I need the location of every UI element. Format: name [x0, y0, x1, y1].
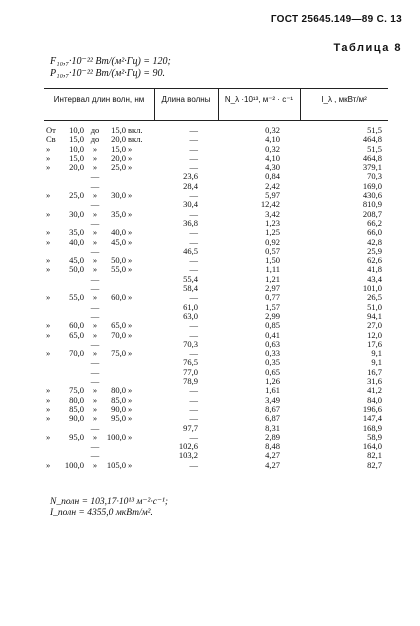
interval-connector: » [92, 329, 98, 340]
interval-connector: » [92, 152, 98, 163]
interval-to: 20,0 [111, 134, 126, 145]
interval-connector: — [90, 180, 100, 191]
interval-connector: — [90, 273, 100, 284]
intensity-cell: 82,7 [367, 459, 382, 470]
column-header-photon-flux: N_λ ·10¹³, м⁻² · с⁻¹ [224, 95, 294, 104]
interval-to: 55,0 [111, 264, 126, 275]
intensity-cell: 16,7 [367, 366, 382, 377]
interval-prefix: » [46, 208, 51, 219]
intensity-cell: 82,1 [367, 450, 382, 461]
interval-prefix: » [46, 459, 51, 470]
wavelength-cell: — [189, 162, 198, 173]
wavelength-cell: — [189, 227, 198, 238]
table-row [0, 424, 420, 433]
table-row [0, 200, 420, 209]
photon-flux-cell: 3,42 [265, 208, 280, 219]
wavelength-cell: 30,4 [183, 199, 198, 210]
photon-flux-cell: 8,31 [265, 422, 280, 433]
interval-from: 10,0 [69, 143, 84, 154]
wavelength-cell: 70,3 [183, 338, 198, 349]
interval-suffix: » [128, 152, 133, 163]
wavelength-cell: — [189, 394, 198, 405]
wavelength-cell: — [189, 459, 198, 470]
interval-connector: — [90, 301, 100, 312]
interval-connector: » [92, 255, 98, 266]
intensity-cell: 147,4 [362, 413, 382, 424]
interval-from: 60,0 [69, 320, 84, 331]
wavelength-cell: 36,8 [183, 217, 198, 228]
interval-connector: » [92, 208, 98, 219]
interval-prefix: » [46, 329, 51, 340]
interval-prefix: Св [46, 134, 56, 145]
interval-prefix: » [46, 403, 51, 414]
photon-flux-cell: 2,99 [265, 310, 280, 321]
table-row [0, 182, 420, 191]
table-row [0, 293, 420, 302]
interval-to: 95,0 [111, 413, 126, 424]
table-row [0, 191, 420, 200]
interval-from: 85,0 [69, 403, 84, 414]
photon-flux-cell: 5,97 [265, 190, 280, 201]
interval-from: 45,0 [69, 255, 84, 266]
intensity-cell: 51,0 [367, 301, 382, 312]
table-row [0, 154, 420, 163]
interval-suffix: » [128, 459, 133, 470]
photon-flux-cell: 1,61 [265, 385, 280, 396]
intensity-cell: 379,1 [362, 162, 382, 173]
wavelength-cell: 77,0 [183, 366, 198, 377]
interval-prefix: » [46, 394, 51, 405]
interval-to: 80,0 [111, 385, 126, 396]
interval-connector: » [92, 292, 98, 303]
wavelength-cell: — [189, 125, 198, 135]
formula-p107: P₁₀,₇·10⁻²² Вт/(м²·Гц) = 90. [50, 68, 166, 79]
interval-suffix: » [128, 190, 133, 201]
photon-flux-cell: 6,87 [265, 413, 280, 424]
interval-suffix: » [128, 385, 133, 396]
photon-flux-cell: 0,32 [265, 143, 280, 154]
photon-flux-cell: 2,97 [265, 283, 280, 294]
interval-connector: » [92, 320, 98, 331]
interval-from: 30,0 [69, 208, 84, 219]
interval-from: 15,0 [69, 134, 84, 145]
wavelength-cell: 78,9 [183, 376, 198, 387]
photon-flux-cell: 1,11 [265, 264, 280, 275]
intensity-cell: 58,9 [367, 431, 382, 442]
wavelength-cell: — [189, 143, 198, 154]
intensity-cell: 25,9 [367, 245, 382, 256]
wavelength-cell: — [189, 208, 198, 219]
table-row [0, 284, 420, 293]
interval-prefix: » [46, 413, 51, 424]
photon-flux-cell: 0,32 [265, 125, 280, 135]
photon-flux-cell: 4,10 [265, 134, 280, 145]
photon-flux-cell: 0,63 [265, 338, 280, 349]
table-row [0, 358, 420, 367]
table-row [0, 126, 420, 135]
interval-prefix: » [46, 162, 51, 173]
wavelength-cell: 58,4 [183, 283, 198, 294]
intensity-cell: 84,0 [367, 394, 382, 405]
photon-flux-cell: 0,77 [265, 292, 280, 303]
interval-suffix: » [128, 403, 133, 414]
interval-connector: » [92, 385, 98, 396]
intensity-cell: 101,0 [362, 283, 382, 294]
table-row [0, 210, 420, 219]
interval-to: 30,0 [111, 190, 126, 201]
intensity-cell: 208,7 [362, 208, 382, 219]
table-row [0, 461, 420, 470]
table-row [0, 386, 420, 395]
interval-connector: до [90, 125, 100, 135]
intensity-cell: 12,0 [367, 329, 382, 340]
interval-suffix: » [128, 320, 133, 331]
interval-connector: » [92, 227, 98, 238]
wavelength-cell: — [189, 134, 198, 145]
wavelength-cell: — [189, 255, 198, 266]
intensity-cell: 168,9 [362, 422, 382, 433]
intensity-cell: 164,0 [362, 441, 382, 452]
table-row [0, 275, 420, 284]
photon-flux-cell: 4,27 [265, 459, 280, 470]
interval-to: 65,0 [111, 320, 126, 331]
interval-prefix: » [46, 292, 51, 303]
interval-from: 15,0 [69, 152, 84, 163]
wavelength-cell: 97,7 [183, 422, 198, 433]
interval-from: 100,0 [64, 459, 84, 470]
interval-connector: — [90, 171, 100, 182]
photon-flux-cell: 0,35 [265, 357, 280, 368]
intensity-cell: 41,8 [367, 264, 382, 275]
interval-from: 50,0 [69, 264, 84, 275]
interval-connector: » [92, 190, 98, 201]
photon-flux-cell: 12,42 [260, 199, 280, 210]
table-row [0, 368, 420, 377]
interval-connector: — [90, 338, 100, 349]
interval-connector: » [92, 431, 98, 442]
interval-from: 55,0 [69, 292, 84, 303]
wavelength-cell: 102,6 [178, 441, 198, 452]
table-row [0, 377, 420, 386]
intensity-cell: 66,0 [367, 227, 382, 238]
interval-connector: — [90, 376, 100, 387]
photon-flux-cell: 1,23 [265, 217, 280, 228]
interval-connector: » [92, 403, 98, 414]
interval-connector: » [92, 413, 98, 424]
photon-flux-cell: 3,49 [265, 394, 280, 405]
interval-suffix: вкл. [128, 125, 143, 135]
interval-suffix: » [128, 208, 133, 219]
interval-from: 95,0 [69, 431, 84, 442]
intensity-cell: 62,6 [367, 255, 382, 266]
table-row [0, 228, 420, 237]
interval-prefix: » [46, 190, 51, 201]
interval-connector: — [90, 217, 100, 228]
table-row [0, 135, 420, 144]
interval-from: 10,0 [69, 125, 84, 135]
photon-flux-cell: 0,92 [265, 236, 280, 247]
wavelength-cell: 46,5 [183, 245, 198, 256]
table-row [0, 405, 420, 414]
intensity-cell: 17,6 [367, 338, 382, 349]
intensity-cell: 51,5 [367, 143, 382, 154]
interval-to: 45,0 [111, 236, 126, 247]
table-row [0, 303, 420, 312]
interval-connector: » [92, 394, 98, 405]
interval-to: 15,0 [111, 143, 126, 154]
interval-connector: — [90, 310, 100, 321]
column-header-wavelength: Длина волны [161, 95, 211, 104]
intensity-cell: 196,6 [362, 403, 382, 414]
photon-flux-cell: 4,10 [265, 152, 280, 163]
intensity-cell: 9,1 [371, 357, 382, 368]
table-row [0, 238, 420, 247]
interval-suffix: » [128, 264, 133, 275]
interval-suffix: » [128, 348, 133, 359]
wavelength-cell: 76,5 [183, 357, 198, 368]
interval-connector: » [92, 264, 98, 275]
table-top-rule [44, 88, 388, 89]
intensity-cell: 464,8 [362, 152, 382, 163]
interval-connector: — [90, 450, 100, 461]
photon-flux-cell: 4,30 [265, 162, 280, 173]
table-row [0, 451, 420, 460]
interval-from: 80,0 [69, 394, 84, 405]
photon-flux-cell: 1,57 [265, 301, 280, 312]
table-row [0, 414, 420, 423]
wavelength-cell: 61,0 [183, 301, 198, 312]
photon-flux-cell: 1,26 [265, 376, 280, 387]
photon-flux-cell: 0,33 [265, 348, 280, 359]
interval-prefix: » [46, 152, 51, 163]
interval-to: 35,0 [111, 208, 126, 219]
photon-flux-cell: 0,85 [265, 320, 280, 331]
interval-from: 70,0 [69, 348, 84, 359]
interval-to: 105,0 [106, 459, 126, 470]
interval-from: 90,0 [69, 413, 84, 424]
table-row [0, 145, 420, 154]
interval-from: 25,0 [69, 190, 84, 201]
intensity-cell: 9,1 [371, 348, 382, 359]
table-header-rule [44, 120, 388, 121]
table-row [0, 256, 420, 265]
intensity-cell: 41,2 [367, 385, 382, 396]
interval-prefix: » [46, 236, 51, 247]
interval-connector: » [92, 236, 98, 247]
interval-suffix: » [128, 329, 133, 340]
interval-suffix: » [128, 162, 133, 173]
wavelength-cell: 63,0 [183, 310, 198, 321]
table-body [0, 126, 420, 470]
interval-connector: » [92, 459, 98, 470]
intensity-cell: 42,8 [367, 236, 382, 247]
table-row [0, 321, 420, 330]
wavelength-cell: — [189, 431, 198, 442]
interval-to: 70,0 [111, 329, 126, 340]
intensity-cell: 51,5 [367, 125, 382, 135]
interval-to: 15,0 [111, 125, 126, 135]
table-row [0, 265, 420, 274]
photon-flux-cell: 4,27 [265, 450, 280, 461]
interval-prefix: » [46, 385, 51, 396]
table-label: Таблица 8 [333, 42, 402, 54]
total-photon-flux: N_полн = 103,17·10¹³ м⁻²·с⁻¹; [50, 497, 168, 507]
interval-connector: » [92, 162, 98, 173]
interval-suffix: » [128, 431, 133, 442]
interval-suffix: » [128, 143, 133, 154]
photon-flux-cell: 2,89 [265, 431, 280, 442]
interval-prefix: » [46, 227, 51, 238]
interval-to: 40,0 [111, 227, 126, 238]
formula-f107: F₁₀,₇·10⁻²² Вт/(м²·Гц) = 120; [50, 56, 171, 67]
table-row [0, 247, 420, 256]
wavelength-cell: 55,4 [183, 273, 198, 284]
interval-connector: — [90, 422, 100, 433]
interval-from: 65,0 [69, 329, 84, 340]
intensity-cell: 810,9 [362, 199, 382, 210]
column-header-interval: Интервал длин волн, нм [53, 95, 145, 104]
interval-connector: — [90, 199, 100, 210]
interval-to: 50,0 [111, 255, 126, 266]
intensity-cell: 27,0 [367, 320, 382, 331]
table-row [0, 163, 420, 172]
wavelength-cell: — [189, 236, 198, 247]
wavelength-cell: — [189, 385, 198, 396]
interval-from: 40,0 [69, 236, 84, 247]
interval-prefix: » [46, 264, 51, 275]
wavelength-cell: 28,4 [183, 180, 198, 191]
intensity-cell: 94,1 [367, 310, 382, 321]
interval-suffix: » [128, 236, 133, 247]
interval-prefix: От [46, 125, 56, 135]
interval-from: 35,0 [69, 227, 84, 238]
document-header: ГОСТ 25645.149—89 С. 13 [270, 14, 402, 25]
photon-flux-cell: 2,42 [265, 180, 280, 191]
intensity-cell: 464,8 [362, 134, 382, 145]
intensity-cell: 31,6 [367, 376, 382, 387]
photon-flux-cell: 1,50 [265, 255, 280, 266]
interval-prefix: » [46, 348, 51, 359]
table-row [0, 340, 420, 349]
wavelength-cell: 103,2 [178, 450, 198, 461]
wavelength-cell: — [189, 320, 198, 331]
interval-suffix: » [128, 394, 133, 405]
intensity-cell: 43,4 [367, 273, 382, 284]
interval-prefix: » [46, 320, 51, 331]
wavelength-cell: — [189, 413, 198, 424]
interval-from: 20,0 [69, 162, 84, 173]
column-header-intensity: I_λ , мкВт/м² [321, 95, 367, 104]
table-row [0, 312, 420, 321]
photon-flux-cell: 8,48 [265, 441, 280, 452]
photon-flux-cell: 0,65 [265, 366, 280, 377]
interval-connector: » [92, 143, 98, 154]
wavelength-cell: — [189, 152, 198, 163]
interval-prefix: » [46, 143, 51, 154]
interval-suffix: » [128, 413, 133, 424]
total-intensity: I_полн = 4355,0 мкВт/м². [50, 508, 153, 518]
wavelength-cell: — [189, 190, 198, 201]
table-row [0, 442, 420, 451]
interval-connector: — [90, 283, 100, 294]
intensity-cell: 66,2 [367, 217, 382, 228]
table-row [0, 433, 420, 442]
photon-flux-cell: 8,67 [265, 403, 280, 414]
intensity-cell: 70,3 [367, 171, 382, 182]
interval-prefix: » [46, 255, 51, 266]
photon-flux-cell: 0,41 [265, 329, 280, 340]
interval-connector: — [90, 441, 100, 452]
interval-to: 25,0 [111, 162, 126, 173]
interval-to: 20,0 [111, 152, 126, 163]
interval-connector: — [90, 357, 100, 368]
interval-connector: » [92, 348, 98, 359]
interval-connector: — [90, 245, 100, 256]
interval-to: 85,0 [111, 394, 126, 405]
interval-from: 75,0 [69, 385, 84, 396]
interval-connector: — [90, 366, 100, 377]
interval-to: 75,0 [111, 348, 126, 359]
interval-suffix: » [128, 255, 133, 266]
wavelength-cell: — [189, 403, 198, 414]
photon-flux-cell: 0,57 [265, 245, 280, 256]
table-row [0, 331, 420, 340]
interval-to: 90,0 [111, 403, 126, 414]
intensity-cell: 169,0 [362, 180, 382, 191]
wavelength-cell: — [189, 329, 198, 340]
photon-flux-cell: 1,21 [265, 273, 280, 284]
interval-connector: до [90, 134, 100, 145]
wavelength-cell: — [189, 292, 198, 303]
interval-suffix: » [128, 227, 133, 238]
table-row [0, 219, 420, 228]
interval-suffix: » [128, 292, 133, 303]
photon-flux-cell: 1,25 [265, 227, 280, 238]
table-row [0, 349, 420, 358]
wavelength-cell: 23,6 [183, 171, 198, 182]
table-row [0, 172, 420, 181]
intensity-cell: 430,6 [362, 190, 382, 201]
intensity-cell: 26,5 [367, 292, 382, 303]
wavelength-cell: — [189, 348, 198, 359]
interval-to: 60,0 [111, 292, 126, 303]
interval-prefix: » [46, 431, 51, 442]
wavelength-cell: — [189, 264, 198, 275]
table-row [0, 396, 420, 405]
photon-flux-cell: 0,84 [265, 171, 280, 182]
interval-suffix: вкл. [128, 134, 143, 145]
interval-to: 100,0 [106, 431, 126, 442]
